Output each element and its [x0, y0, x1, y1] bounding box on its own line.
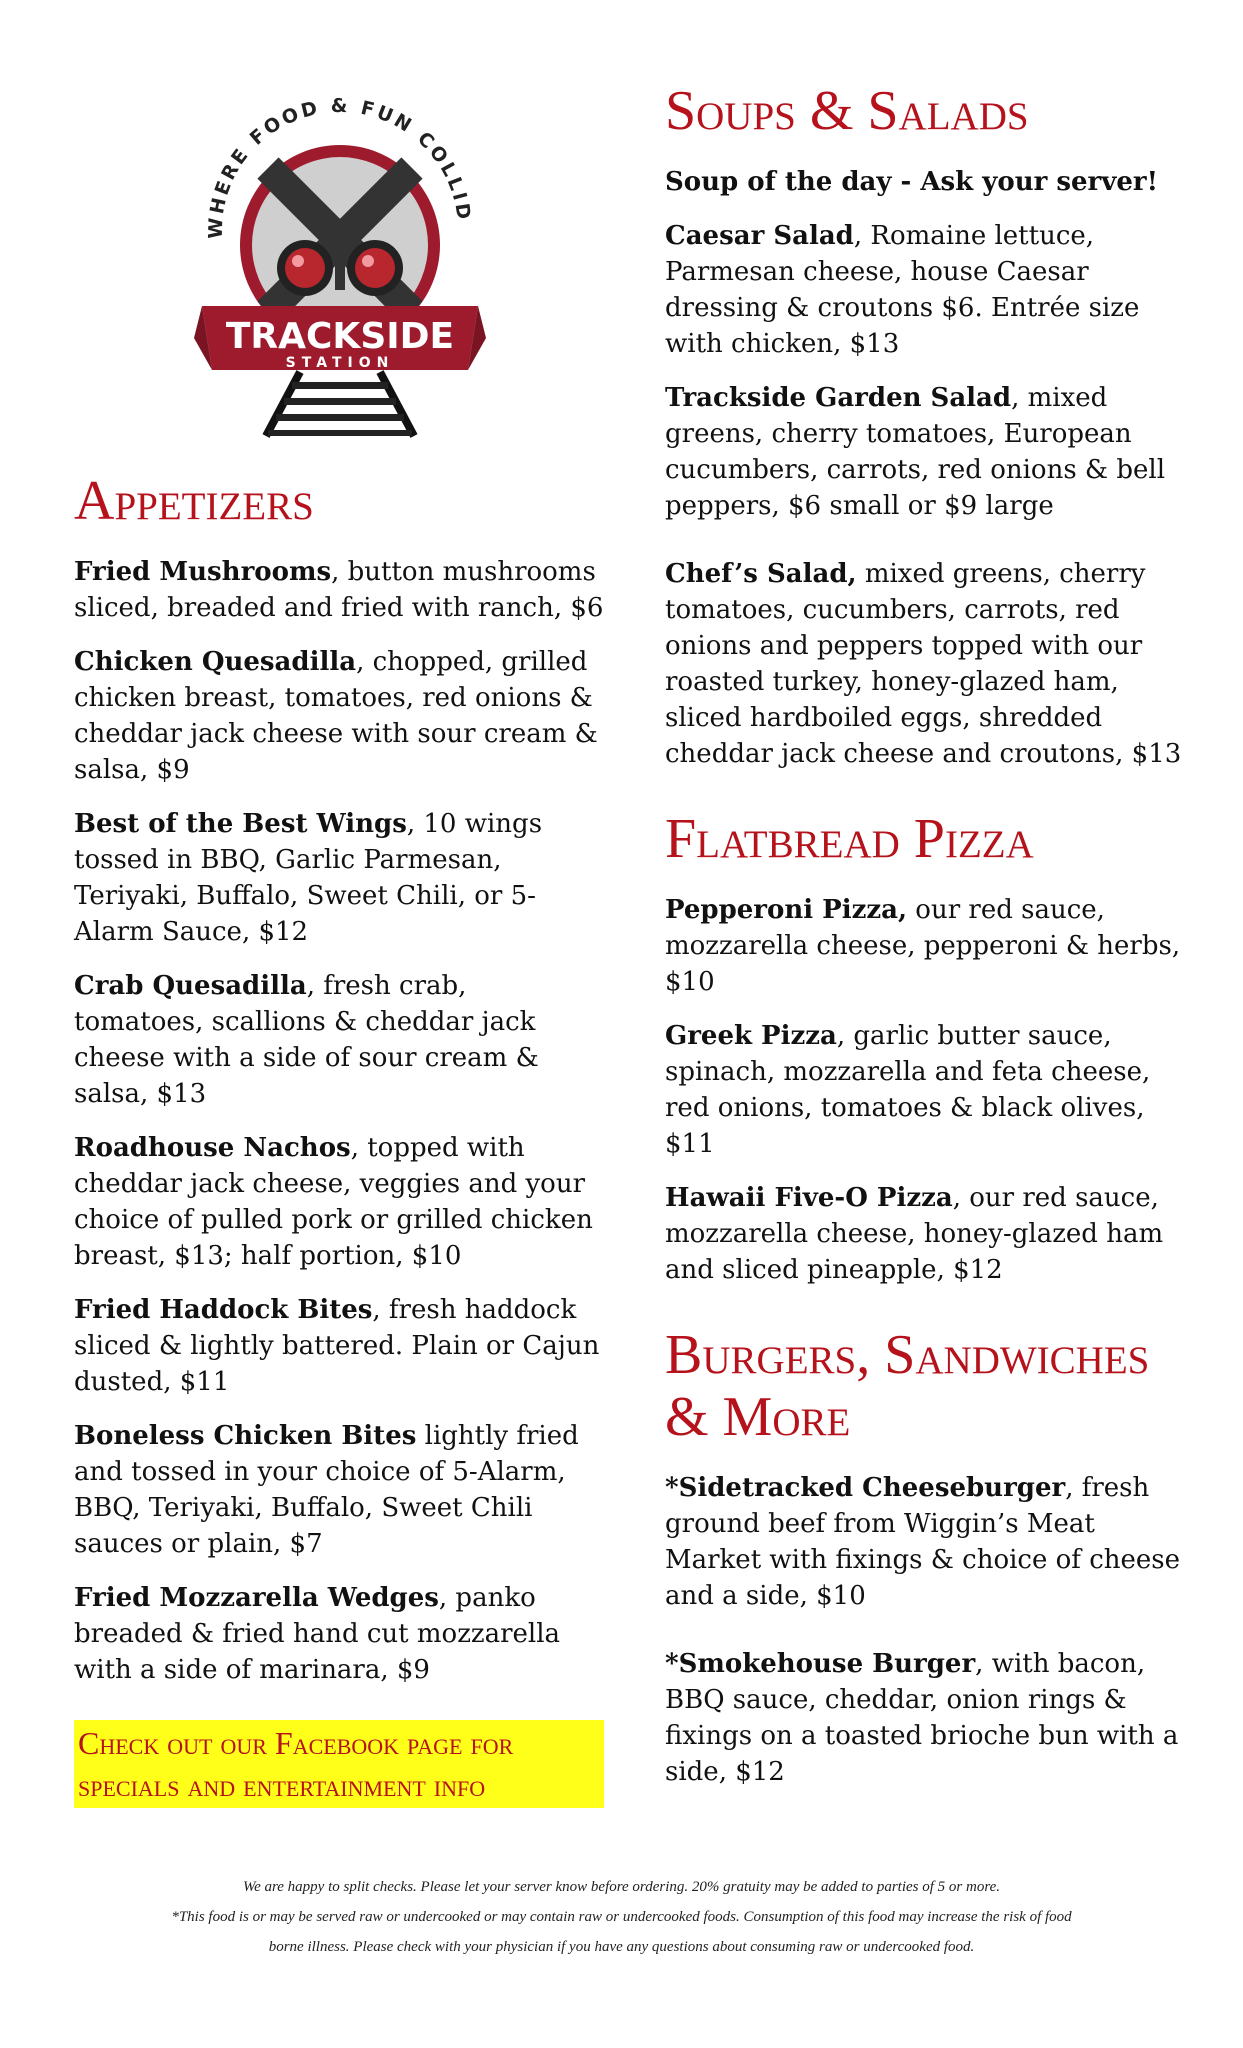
- item-name: *Sidetracked Cheeseburger: [665, 1473, 1066, 1503]
- menu-item: [74, 1418, 604, 1562]
- facebook-promo: Check out our Facebook page for specials and entertainment info: [74, 1720, 604, 1808]
- item-name: Fried Haddock Bites: [74, 1295, 373, 1325]
- item-desc: , our red sauce, mozzarella cheese, honey-glazed ham and sliced pineapple, $12: [665, 1183, 1164, 1285]
- menu-item: [665, 1646, 1185, 1790]
- menu-item: [74, 968, 604, 1112]
- footer-split-checks: We are happy to split checks. Please let your server know before ordering. 20% gratuity may be added to parties of 5 or more.: [242, 1879, 1001, 1895]
- item-desc: , garlic butter sauce, spinach, mozzarella and feta cheese, red onions, tomatoes & black olives, $11: [665, 1021, 1151, 1159]
- item-name: Greek Pizza: [665, 1021, 837, 1051]
- item-name: *Smokehouse Burger: [665, 1649, 976, 1679]
- footer-notes: [60, 1872, 1183, 1962]
- appetizers-section: [74, 470, 604, 1808]
- trackside-logo: [180, 80, 500, 440]
- pizza-section: [665, 808, 1185, 1288]
- right-column: [665, 80, 1185, 1826]
- menu-item: [74, 644, 604, 788]
- item-name: Caesar Salad: [665, 221, 854, 251]
- soups-heading: Soups & Salads: [665, 80, 1029, 142]
- menu-item: [74, 1292, 604, 1400]
- item-desc: , fresh crab, tomatoes, scallions & cheddar jack cheese with a side of sour cream & salsa, $13: [74, 971, 539, 1109]
- item-name: Best of the Best Wings: [74, 809, 407, 839]
- item-name: Pepperoni Pizza,: [665, 895, 908, 925]
- item-desc: , chopped, grilled chicken breast, tomatoes, red onions & cheddar jack cheese with sour cream & salsa, $9: [74, 647, 598, 785]
- item-desc: , topped with cheddar jack cheese, veggies and your choice of pulled pork or grilled chicken breast, $13; half portion, $10: [74, 1133, 593, 1271]
- item-name: Fried Mushrooms: [74, 557, 332, 587]
- item-desc: , with bacon, BBQ sauce, cheddar, onion rings & fixings on a toasted brioche bun with a side, $12: [665, 1649, 1179, 1787]
- item-name: Chef’s Salad,: [665, 559, 857, 589]
- item-desc: , panko breaded & fried hand cut mozzarella with a side of marinara, $9: [74, 1583, 561, 1685]
- menu-item: [665, 1018, 1185, 1162]
- item-desc: , Romaine lettuce, Parmesan cheese, house Caesar dressing & croutons $6. Entrée size with chicken, $13: [665, 221, 1140, 359]
- burgers-heading: Burgers, Sandwiches & More: [665, 1324, 1150, 1448]
- menu-item: [74, 1130, 604, 1274]
- item-desc: , fresh ground beef from Wiggin’s Meat Market with fixings & choice of cheese and a side, $10: [665, 1473, 1180, 1611]
- logo-arc-text: WHERE FOOD & FUN COLLID: [204, 94, 475, 239]
- footer-raw-warning: *This food is or may be served raw or undercooked or may contain raw or undercooked foods. Consumption of this food may increase the risk of food: [171, 1909, 1072, 1925]
- item-name: Hawaii Five-O Pizza: [665, 1183, 953, 1213]
- appetizers-heading: Appetizers: [74, 470, 314, 532]
- menu-item: [665, 1180, 1185, 1288]
- footer-raw-warning-cont: borne illness. Please check with your physician if you have any questions about consuming raw or undercooked food.: [268, 1939, 975, 1955]
- logo-name: TRACKSIDE: [225, 316, 455, 357]
- item-desc: , 10 wings tossed in BBQ, Garlic Parmesan, Teriyaki, Buffalo, Sweet Chili, or 5-Alarm Sauce, $12: [74, 809, 543, 947]
- logo-sub: STATION: [285, 355, 395, 371]
- menu-item: [665, 380, 1185, 524]
- item-name: Trackside Garden Salad: [665, 383, 1012, 413]
- item-name: Chicken Quesadilla: [74, 647, 357, 677]
- menu-item: [665, 164, 1185, 200]
- menu-item: [74, 554, 604, 626]
- item-name: Fried Mozzarella Wedges: [74, 1583, 439, 1613]
- item-desc: lightly fried and tossed in your choice of 5-Alarm, BBQ, Teriyaki, Buffalo, Sweet Chili sauces or plain, $7: [74, 1421, 579, 1559]
- menu-item: [74, 1580, 604, 1688]
- item-desc: mixed greens, cherry tomatoes, cucumbers, carrots, red onions and peppers topped with our roasted turkey, honey-glazed ham, sliced hardboiled eggs, shredded cheddar jack cheese and croutons, $13: [665, 559, 1182, 769]
- item-desc: , fresh haddock sliced & lightly battered. Plain or Cajun dusted, $11: [74, 1295, 600, 1397]
- railroad-crossing-icon: [180, 80, 500, 440]
- menu-item: [665, 556, 1185, 772]
- menu-item: [665, 218, 1185, 362]
- item-name: Soup of the day - Ask your server!: [665, 167, 1158, 197]
- item-name: Boneless Chicken Bites: [74, 1421, 417, 1451]
- menu-item: [665, 1470, 1185, 1614]
- item-desc: , button mushrooms sliced, breaded and fried with ranch, $6: [74, 557, 604, 623]
- menu-item: [665, 892, 1185, 1000]
- burgers-section: [665, 1324, 1185, 1790]
- menu-item: [74, 806, 604, 950]
- soups-section: [665, 80, 1185, 772]
- item-desc: our red sauce, mozzarella cheese, pepperoni & herbs, $10: [665, 895, 1181, 997]
- item-name: Roadhouse Nachos: [74, 1133, 351, 1163]
- item-desc: , mixed greens, cherry tomatoes, European cucumbers, carrots, red onions & bell peppers, $6 small or $9 large: [665, 383, 1166, 521]
- item-name: Crab Quesadilla: [74, 971, 307, 1001]
- pizza-heading: Flatbread Pizza: [665, 808, 1034, 870]
